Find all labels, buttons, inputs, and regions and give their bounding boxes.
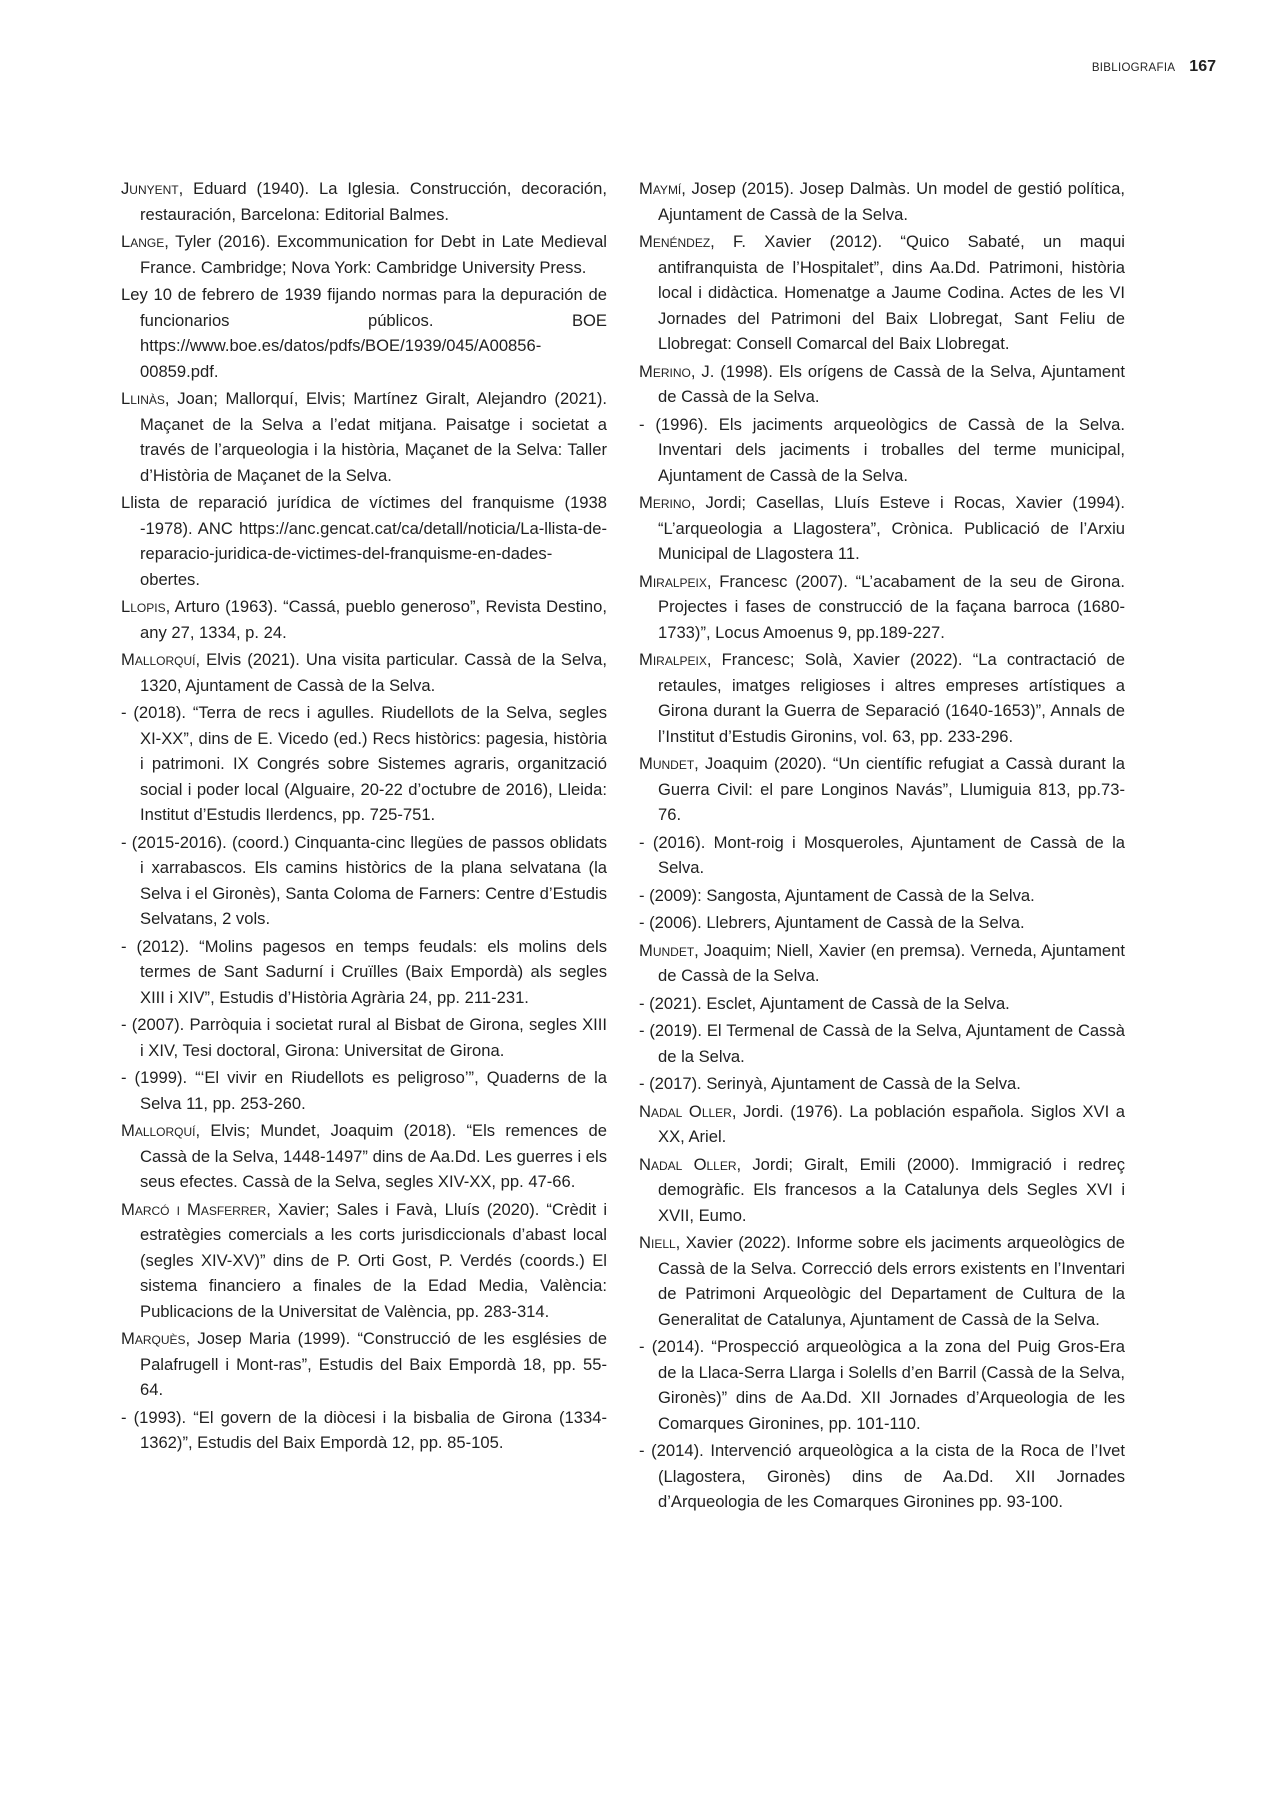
- bibliography-entry: [121, 282, 607, 384]
- bibliography-entry: [639, 359, 1125, 410]
- entry-text: - (1996). Els jaciments arqueològics de Cassà de la Selva. Inventari dels jaciments i troballes del terme municipal, Ajuntament de Cassà de la Selva.: [639, 414, 1125, 485]
- entry-text: - (2009): Sangosta, Ajuntament de Cassà de la Selva.: [639, 885, 1035, 905]
- bibliography-entry: [121, 1405, 607, 1456]
- entry-text: , Xavier (2022). Informe sobre els jaciments arqueològics de Cassà de la Selva. Correcció dels errors existents en l’Inventari de Patrimoni Arqueològic del Departament de Cultura de la Generalitat de Catalunya, Ajuntament de Cassà de la Selva.: [658, 1233, 1125, 1329]
- bibliography-column-left: [121, 176, 607, 1458]
- entry-text: - (2014). Intervenció arqueològica a la cista de la Roca de l’Ivet (Llagostera, Gironès) dins de Aa.Dd. XII Jornades d’Arqueologia de les Comarques Gironines pp. 93-100.: [639, 1441, 1125, 1511]
- bibliography-entry: [639, 176, 1125, 227]
- bibliography-entry: [121, 647, 607, 698]
- entry-text: , Arturo (1963). “Cassá, pueblo generoso”, Revista Destino, any 27, 1334, p. 24.: [140, 597, 607, 642]
- bibliography-entry: [121, 490, 607, 592]
- entry-text: - (2019). El Termenal de Cassà de la Selva, Ajuntament de Cassà de la Selva.: [639, 1021, 1125, 1066]
- entry-text: - (2015-2016). (coord.) Cinquanta-cinc llegües de passos oblidats i xarrabascos. Els camins històrics de la plana selvatana (la Selva i el Gironès), Santa Coloma de Farners: Centre d’Estudis Selvatans, 2 vols.: [121, 832, 607, 928]
- entry-text: , Francesc; Solà, Xavier (2022). “La contractació de retaules, imatges religioses i altres empreses artístiques a Girona durant la Guerra de Separació (1640-1653)”, Annals de l’Institut d’Estudis Gironins, vol. 63, pp. 233-296.: [658, 650, 1125, 746]
- entry-author: Maymí: [639, 179, 682, 198]
- entry-text: , Eduard (1940). La Iglesia. Construcción, decoración, restauración, Barcelona: Editorial Balmes.: [140, 179, 607, 224]
- bibliography-entry: [639, 647, 1125, 749]
- entry-text: , F. Xavier (2012). “Quico Sabaté, un maqui antifranquista de l’Hospitalet”, dins Aa.Dd. Patrimoni, història local i didàctica. Homenatge a Jaume Codina. Actes de les VI Jornades del Patrimoni del Baix Llobregat, Sant Feliu de Llobregat: Consell Comarcal del Baix Llobregat.: [658, 232, 1125, 353]
- page-header: [1092, 58, 1216, 76]
- entry-text: , Tyler (2016). Excommunication for Debt in Late Medieval France. Cambridge; Nova York: Cambridge University Press.: [140, 232, 607, 277]
- entry-text: Ley 10 de febrero de 1939 fijando normas para la depuración de funcionarios públicos. BOE https://www.boe.es/datos/pdfs/BOE/1939/045/A00856-00859.pdf.: [121, 285, 607, 381]
- entry-text: , Joan; Mallorquí, Elvis; Martínez Giralt, Alejandro (2021). Maçanet de la Selva a l’edat mitjana. Paisatge i societat a través de l’arqueologia i la història, Maçanet de la Selva: Taller d’Història de Maçanet de la Selva.: [140, 389, 607, 485]
- entry-text: - (2006). Llebrers, Ajuntament de Cassà de la Selva.: [639, 913, 1025, 932]
- bibliography-entry: [639, 569, 1125, 646]
- bibliography-entry: [639, 1099, 1125, 1150]
- entry-author: Merino: [639, 361, 691, 381]
- entry-text: - (2017). Serinyà, Ajuntament de Cassà de la Selva.: [639, 1074, 1021, 1093]
- entry-author: Miralpeix: [639, 650, 707, 669]
- entry-author: Llinàs: [121, 389, 165, 408]
- entry-text: , J. (1998). Els orígens de Cassà de la Selva, Ajuntament de Cassà de la Selva.: [658, 361, 1125, 406]
- entry-author: Junyent: [121, 179, 179, 198]
- running-head: BIBLIOGRAFIA: [1091, 62, 1176, 74]
- page-number: 167: [1189, 58, 1216, 75]
- entry-text: - (1999). “‘El vivir en Riudellots es peligroso’”, Quaderns de la Selva 11, pp. 253-260.: [121, 1068, 607, 1113]
- entry-text: , Jordi. (1976). La población española. Siglos XVI a XX, Ariel.: [658, 1101, 1126, 1146]
- entry-text: , Elvis (2021). Una visita particular. Cassà de la Selva, 1320, Ajuntament de Cassà de la Selva.: [140, 650, 607, 695]
- bibliography-entry: [639, 883, 1125, 909]
- entry-text: , Josep Maria (1999). “Construcció de les esglésies de Palafrugell i Mont-ras”, Estudis del Baix Empordà 18, pp. 55-64.: [140, 1329, 607, 1399]
- entry-text: - (2007). Parròquia i societat rural al Bisbat de Girona, segles XIII i XIV, Tesi doctoral, Girona: Universitat de Girona.: [121, 1015, 607, 1060]
- bibliography-entry: [639, 1334, 1125, 1436]
- entry-author: Menéndez: [639, 232, 711, 251]
- entry-author: Nadal Oller: [639, 1101, 732, 1121]
- entry-text: Llista de reparació jurídica de víctimes del franquisme (1938 -1978). ANC https://anc.gencat.cat/ca/detall/noticia/La-llista-de-reparacio-juridica-de-victimes-del-franquisme-en-dades-obertes.: [121, 493, 607, 589]
- entry-author: Mundet: [639, 754, 695, 773]
- entry-author: Niell: [639, 1233, 676, 1252]
- bibliography-entry: [121, 176, 607, 227]
- bibliography-entry: [639, 1071, 1125, 1097]
- entry-text: , Josep (2015). Josep Dalmàs. Un model de gestió política, Ajuntament de Cassà de la Selva.: [658, 179, 1125, 224]
- bibliography-entry: [639, 412, 1125, 489]
- entry-author: Merino: [639, 493, 691, 512]
- entry-author: Lange: [121, 232, 165, 251]
- bibliography-entry: [639, 938, 1125, 989]
- entry-text: - (2021). Esclet, Ajuntament de Cassà de la Selva.: [639, 993, 1010, 1013]
- bibliography-entry: [639, 1438, 1125, 1515]
- entry-author: Llopis: [121, 597, 166, 616]
- entry-text: - (2012). “Molins pagesos en temps feudals: els molins dels termes de Sant Sadurní i Cruïlles (Baix Empordà) als segles XIII i XIV”, Estudis d’Història Agrària 24, pp. 211-231.: [121, 936, 607, 1007]
- bibliography-entry: [639, 229, 1125, 357]
- entry-author: Mallorquí: [121, 650, 196, 669]
- bibliography-entry: [121, 594, 607, 645]
- entry-text: , Elvis; Mundet, Joaquim (2018). “Els remences de Cassà de la Selva, 1448-1497” dins de Aa.Dd. Les guerres i els seus efectes. Cassà de la Selva, segles XIV-XX, pp. 47-66.: [140, 1121, 607, 1191]
- entry-author: Marcó i Masferrer: [121, 1199, 267, 1219]
- entry-text: - (1993). “El govern de la diòcesi i la bisbalia de Girona (1334-1362)”, Estudis del Baix Empordà 12, pp. 85-105.: [121, 1407, 607, 1452]
- entry-author: Mundet: [639, 940, 695, 960]
- bibliography-entry: [121, 830, 607, 932]
- entry-text: - (2016). Mont-roig i Mosqueroles, Ajuntament de Cassà de la Selva.: [639, 832, 1125, 877]
- entry-text: , Jordi; Casellas, Lluís Esteve i Rocas, Xavier (1994). “L’arqueologia a Llagostera”, Crònica. Publicació de l’Arxiu Municipal de Llagostera 11.: [658, 493, 1125, 563]
- entry-author: Mallorquí: [121, 1121, 196, 1140]
- bibliography-entry: [121, 386, 607, 488]
- bibliography-entry: [121, 700, 607, 828]
- bibliography-entry: [121, 1326, 607, 1403]
- bibliography-entry: [639, 1230, 1125, 1332]
- entry-author: Marquès: [121, 1329, 186, 1348]
- bibliography-entry: [121, 229, 607, 280]
- entry-text: , Xavier; Sales i Favà, Lluís (2020). “Crèdit i estratègies comercials a les corts jurisdiccionals d’abast local (segles XIV-XV)” dins de P. Orti Gost, P. Verdés (coords.) El sistema financiero a finales de la Edad Media, València: Publicacions de la Universitat de València, pp. 283-314.: [140, 1199, 607, 1321]
- bibliography-entry: [639, 1018, 1125, 1069]
- bibliography-entry: [121, 1197, 607, 1325]
- entry-text: , Francesc (2007). “L’acabament de la seu de Girona. Projectes i fases de construcció de la façana barroca (1680-1733)”, Locus Amoenus 9, pp.189-227.: [658, 571, 1125, 642]
- bibliography-entry: [639, 1152, 1125, 1229]
- bibliography-entry: [639, 991, 1125, 1017]
- entry-text: - (2014). “Prospecció arqueològica a la zona del Puig Gros-Era de la Llaca-Serra Llarga i Solells d’en Barril (Cassà de la Selva, Gironès)” dins de Aa.Dd. XII Jornades d’Arqueologia de les Comarques Gironines, pp. 101-110.: [639, 1337, 1125, 1433]
- bibliography-entry: [639, 490, 1125, 567]
- entry-text: , Joaquim; Niell, Xavier (en premsa). Verneda, Ajuntament de Cassà de la Selva.: [658, 940, 1125, 985]
- bibliography-entry: [121, 934, 607, 1011]
- bibliography-entry: [121, 1012, 607, 1063]
- entry-text: - (2018). “Terra de recs i agulles. Riudellots de la Selva, segles XI-XX”, dins de E. Vicedo (ed.) Recs històrics: pagesia, història i patrimoni. IX Congrés sobre Sistemes agraris, organització social i poder local (Alguaire, 20-22 d’octubre de 2016), Lleida: Institut d’Estudis Ilerdencs, pp. 725-751.: [121, 703, 607, 824]
- entry-author: Nadal Oller: [639, 1154, 737, 1174]
- bibliography-entry: [639, 910, 1125, 936]
- entry-author: Miralpeix: [639, 571, 707, 591]
- entry-text: , Joaquim (2020). “Un científic refugiat a Cassà durant la Guerra Civil: el pare Longinos Navás”, Llumiguia 813, pp.73-76.: [658, 754, 1125, 824]
- bibliography-entry: [121, 1065, 607, 1116]
- bibliography-entry: [121, 1118, 607, 1195]
- bibliography-entry: [639, 830, 1125, 881]
- bibliography-column-right: [639, 176, 1125, 1517]
- entry-text: , Jordi; Giralt, Emili (2000). Immigració i redreç demogràfic. Els francesos a la Catalunya dels Segles XVI i XVII, Eumo.: [658, 1154, 1125, 1225]
- bibliography-entry: [639, 751, 1125, 828]
